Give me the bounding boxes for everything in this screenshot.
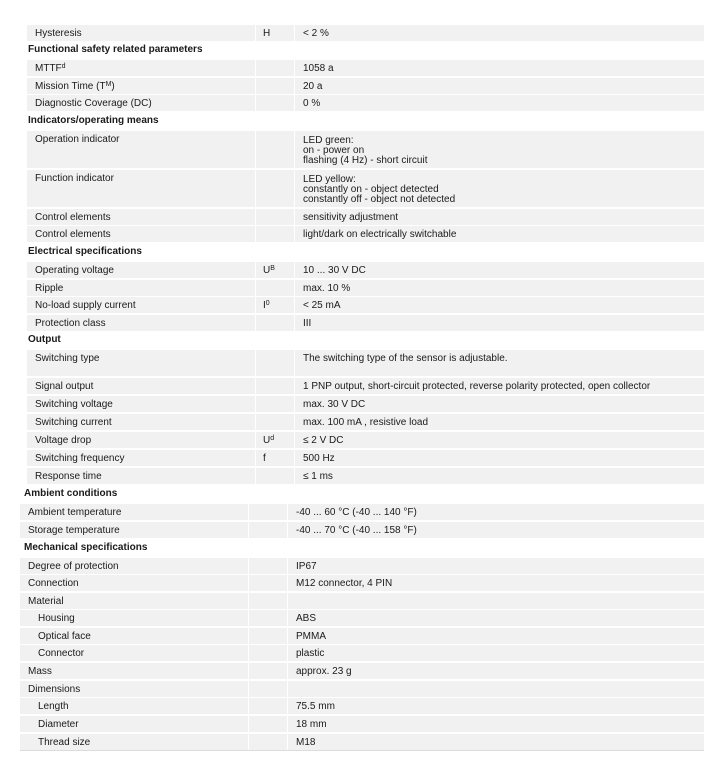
parameter-label — [27, 209, 255, 225]
value-text: M12 connector, 4 PIN — [296, 578, 393, 589]
table-row — [20, 698, 704, 715]
symbol-subscript: B — [270, 265, 275, 272]
value-text: light/dark on electrically switchable — [303, 229, 457, 240]
table-row — [27, 350, 704, 377]
value-text: 1 PNP output, short-circuit protected, reverse polarity protected, open collector — [303, 381, 651, 392]
value-cell — [287, 663, 704, 679]
symbol-cell — [248, 734, 287, 750]
value-cell — [287, 575, 704, 591]
section-header — [20, 540, 704, 557]
value-cell — [294, 315, 704, 331]
value-text: The switching type of the sensor is adjustable. — [303, 353, 508, 364]
value-cell — [294, 350, 704, 376]
symbol-cell — [255, 60, 294, 76]
label-text: Mission Time (T — [35, 81, 106, 92]
label-text: Switching type — [35, 353, 100, 364]
symbol-cell — [255, 297, 294, 313]
table-row — [20, 716, 704, 733]
value-text: sensitivity adjustment — [303, 212, 399, 223]
table-row — [20, 734, 704, 751]
value-text: III — [303, 318, 312, 329]
parameter-label — [20, 610, 248, 626]
symbol-cell — [255, 396, 294, 412]
section-header — [24, 113, 704, 130]
parameter-label — [20, 663, 248, 679]
parameter-label — [20, 593, 248, 609]
parameter-label — [27, 297, 255, 313]
symbol-cell — [255, 95, 294, 111]
parameter-label — [20, 716, 248, 732]
symbol-cell — [248, 575, 287, 591]
symbol-cell — [255, 468, 294, 484]
table-row — [27, 450, 704, 467]
value-text: -40 ... 60 °C (-40 ... 140 °F) — [296, 507, 417, 518]
symbol-text: U — [263, 265, 271, 276]
section-header — [24, 332, 704, 349]
section-title: Electrical specifications — [24, 244, 704, 261]
value-cell — [287, 698, 704, 714]
value-text: 20 a — [303, 81, 323, 92]
value-text: max. 30 V DC — [303, 399, 366, 410]
symbol-subscript: 0 — [265, 300, 270, 307]
value-text: 0 % — [303, 98, 321, 109]
label-text: Degree of protection — [28, 561, 119, 572]
label-text: Housing — [38, 613, 75, 624]
parameter-label — [27, 78, 255, 94]
section-title: Ambient conditions — [20, 486, 704, 503]
value-text: PMMA — [296, 631, 326, 642]
label-text: Hysteresis — [35, 28, 82, 39]
symbol-cell — [255, 209, 294, 225]
symbol-cell — [248, 610, 287, 626]
value-text: ≤ 1 ms — [303, 471, 333, 482]
parameter-label — [20, 504, 248, 520]
label-text: Operation indicator — [35, 134, 120, 145]
symbol-cell — [248, 663, 287, 679]
parameter-label — [20, 698, 248, 714]
symbol-cell — [255, 78, 294, 94]
symbol-cell — [248, 558, 287, 574]
label-text: Operating voltage — [35, 265, 114, 276]
value-cell — [287, 716, 704, 732]
label-text: Switching frequency — [35, 453, 125, 464]
symbol-cell — [255, 226, 294, 242]
table-row — [27, 170, 704, 208]
label-text: Signal output — [35, 381, 94, 392]
value-cell — [287, 593, 704, 609]
symbol-cell — [255, 131, 294, 168]
table-row — [20, 628, 704, 645]
symbol-cell — [248, 681, 287, 697]
value-text: 1058 a — [303, 63, 334, 74]
label-text: Control elements — [35, 229, 111, 240]
table-row — [20, 593, 704, 610]
label-tail: ) — [111, 81, 115, 92]
section-header — [24, 244, 704, 261]
table-row — [20, 558, 704, 575]
value-cell — [287, 522, 704, 538]
section-title: Indicators/operating means — [24, 113, 704, 130]
table-row — [27, 226, 704, 243]
symbol-cell — [248, 593, 287, 609]
table-row — [27, 262, 704, 279]
value-line: LED yellow: — [303, 174, 356, 185]
label-text: MTTF — [35, 63, 62, 74]
symbol-subscript: d — [270, 435, 275, 442]
section-title: Functional safety related parameters — [24, 42, 704, 59]
parameter-label — [27, 131, 255, 168]
table-row — [27, 432, 704, 449]
symbol-cell — [255, 378, 294, 394]
symbol-text: H — [263, 28, 271, 39]
symbol-cell — [248, 645, 287, 661]
parameter-label — [20, 681, 248, 697]
value-text: max. 100 mA , resistive load — [303, 417, 429, 428]
parameter-label — [27, 25, 255, 41]
value-text: IP67 — [296, 561, 317, 572]
value-cell — [294, 170, 704, 207]
label-text: Switching voltage — [35, 399, 113, 410]
table-row — [20, 681, 704, 698]
label-text: Ambient temperature — [28, 507, 122, 518]
symbol-cell — [248, 628, 287, 644]
table-row — [20, 645, 704, 662]
label-text: Storage temperature — [28, 525, 120, 536]
label-text: Thread size — [38, 737, 91, 748]
table-row — [27, 396, 704, 413]
table-row — [20, 522, 704, 539]
table-row — [27, 280, 704, 297]
symbol-cell — [255, 414, 294, 430]
parameter-label — [27, 226, 255, 242]
table-bottom-rule — [20, 750, 704, 751]
label-text: Ripple — [35, 283, 64, 294]
value-cell — [287, 681, 704, 697]
value-text: -40 ... 70 °C (-40 ... 158 °F) — [296, 525, 417, 536]
parameter-label — [20, 558, 248, 574]
value-line: constantly off - object not detected — [303, 194, 456, 205]
value-cell — [294, 209, 704, 225]
value-cell — [294, 297, 704, 313]
table-row — [27, 25, 704, 42]
section-header — [24, 42, 704, 59]
label-text: Voltage drop — [35, 435, 92, 446]
label-text: Switching current — [35, 417, 112, 428]
value-text: ABS — [296, 613, 317, 624]
value-cell — [287, 628, 704, 644]
parameter-label — [27, 262, 255, 278]
symbol-cell — [255, 262, 294, 278]
parameter-label — [27, 350, 255, 376]
label-text: Dimensions — [28, 684, 81, 695]
value-line: on - power on — [303, 145, 365, 156]
value-text: M18 — [296, 737, 316, 748]
value-cell — [294, 378, 704, 394]
table-row — [27, 297, 704, 314]
symbol-text: U — [263, 435, 271, 446]
table-row — [27, 414, 704, 431]
parameter-label — [27, 468, 255, 484]
parameter-label — [27, 170, 255, 207]
symbol-cell — [255, 315, 294, 331]
table-row — [27, 95, 704, 112]
table-row — [27, 468, 704, 485]
symbol-cell — [248, 522, 287, 538]
label-subscript: M — [105, 81, 112, 88]
parameter-label — [20, 645, 248, 661]
parameter-label — [20, 522, 248, 538]
label-text: Diagnostic Coverage (DC) — [35, 98, 152, 109]
label-text: Control elements — [35, 212, 111, 223]
symbol-text: I — [263, 300, 266, 311]
value-cell — [287, 645, 704, 661]
value-cell — [287, 558, 704, 574]
parameter-label — [20, 628, 248, 644]
label-text: Response time — [35, 471, 102, 482]
table-row — [20, 663, 704, 680]
table-row — [27, 315, 704, 332]
label-text: Material — [28, 596, 64, 607]
symbol-cell — [255, 280, 294, 296]
value-cell — [294, 396, 704, 412]
value-cell — [294, 131, 704, 168]
value-text: ≤ 2 V DC — [303, 435, 344, 446]
table-row — [27, 378, 704, 395]
value-cell — [294, 78, 704, 94]
symbol-cell — [255, 450, 294, 466]
value-text: max. 10 % — [303, 283, 351, 294]
symbol-cell — [255, 25, 294, 41]
value-cell — [287, 734, 704, 750]
value-cell — [294, 226, 704, 242]
table-row — [27, 78, 704, 95]
symbol-cell — [255, 170, 294, 207]
table-row — [27, 209, 704, 226]
table-row — [27, 60, 704, 77]
value-cell — [294, 468, 704, 484]
table-row — [20, 575, 704, 592]
value-line: LED green: — [303, 135, 354, 146]
value-cell — [294, 262, 704, 278]
label-text: Optical face — [38, 631, 91, 642]
value-cell — [294, 414, 704, 430]
parameter-label — [27, 396, 255, 412]
value-cell — [294, 25, 704, 41]
value-text: 75.5 mm — [296, 701, 335, 712]
parameter-label — [27, 450, 255, 466]
value-text: approx. 23 g — [296, 666, 352, 677]
value-cell — [294, 280, 704, 296]
value-text: 10 ... 30 V DC — [303, 265, 366, 276]
parameter-label — [20, 575, 248, 591]
label-subscript: d — [61, 63, 66, 70]
label-text: Diameter — [38, 719, 79, 730]
table-row — [27, 131, 704, 169]
value-cell — [294, 432, 704, 448]
parameter-label — [27, 378, 255, 394]
value-cell — [294, 450, 704, 466]
parameter-label — [20, 734, 248, 750]
label-text: Function indicator — [35, 173, 114, 184]
symbol-text: f — [263, 453, 266, 464]
value-cell — [294, 95, 704, 111]
label-text: Connection — [28, 578, 79, 589]
symbol-cell — [255, 350, 294, 376]
value-text: 500 Hz — [303, 453, 335, 464]
value-line: constantly on - object detected — [303, 184, 439, 195]
label-text: Mass — [28, 666, 52, 677]
symbol-cell — [255, 432, 294, 448]
parameter-label — [27, 315, 255, 331]
parameter-label — [27, 280, 255, 296]
section-title: Mechanical specifications — [20, 540, 704, 557]
section-header — [20, 486, 704, 503]
value-text: plastic — [296, 648, 325, 659]
label-text: Protection class — [35, 318, 106, 329]
value-text: < 2 % — [303, 28, 329, 39]
table-row — [20, 504, 704, 521]
value-cell — [287, 610, 704, 626]
symbol-cell — [248, 504, 287, 520]
value-cell — [294, 60, 704, 76]
value-text: 18 mm — [296, 719, 327, 730]
parameter-label — [27, 414, 255, 430]
value-line: flashing (4 Hz) - short circuit — [303, 155, 428, 166]
parameter-label — [27, 95, 255, 111]
section-title: Output — [24, 332, 704, 349]
symbol-cell — [248, 698, 287, 714]
parameter-label — [27, 432, 255, 448]
value-cell — [287, 504, 704, 520]
value-text: < 25 mA — [303, 300, 341, 311]
symbol-cell — [248, 716, 287, 732]
label-text: Connector — [38, 648, 85, 659]
parameter-label — [27, 60, 255, 76]
label-text: Length — [38, 701, 69, 712]
label-text: No-load supply current — [35, 300, 136, 311]
table-row — [20, 610, 704, 627]
